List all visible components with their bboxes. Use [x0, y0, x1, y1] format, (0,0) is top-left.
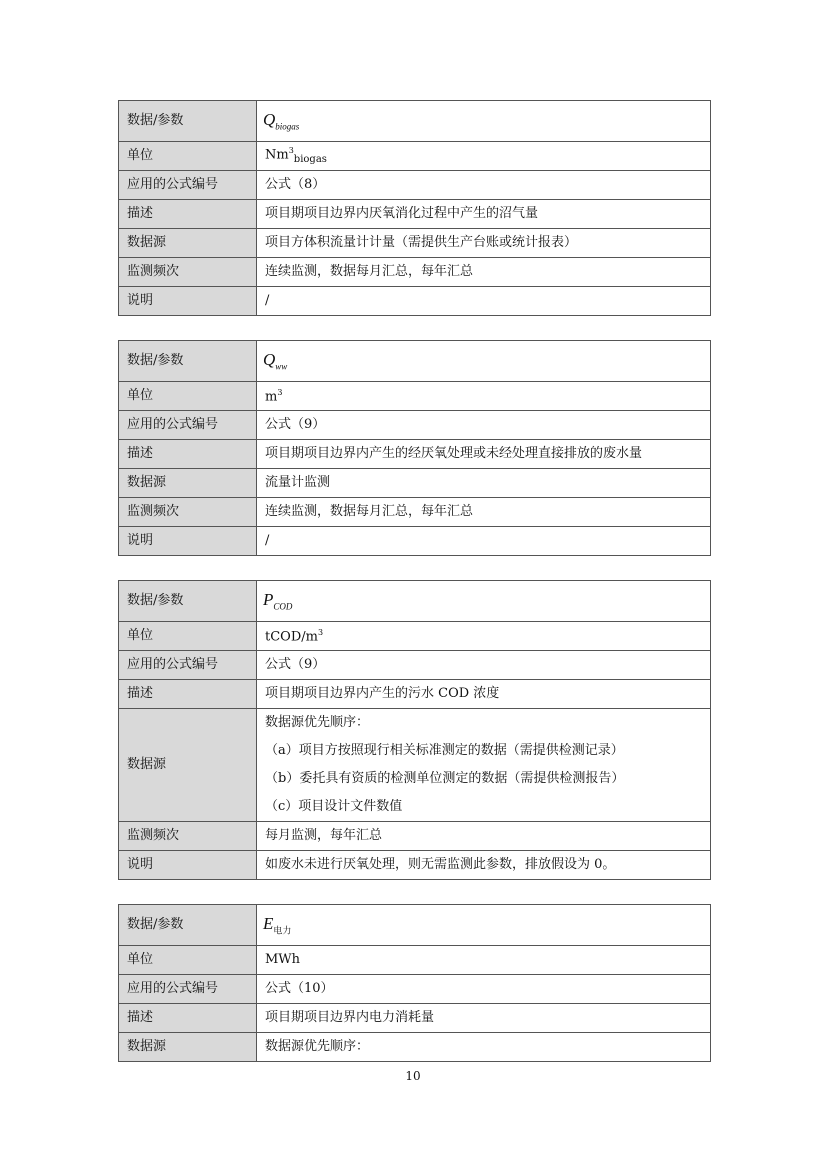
- row-desc: [119, 200, 711, 229]
- label-param: 数据/参数: [119, 341, 257, 382]
- value-freq: 连续监测，数据每月汇总，每年汇总: [257, 258, 711, 287]
- label-note: 说明: [119, 287, 257, 316]
- source-line: 数据源优先顺序：: [265, 715, 370, 730]
- row-desc: [119, 1004, 711, 1033]
- row-unit: [119, 946, 711, 975]
- value-freq: 连续监测，数据每月汇总，每年汇总: [257, 498, 711, 527]
- source-line: （b）委托具有资质的检测单位测定的数据（需提供检测报告）: [265, 771, 625, 786]
- symbol: $Q_{biogas}$: [263, 109, 300, 132]
- value-formula: 公式（10）: [257, 975, 711, 1004]
- row-note: [119, 287, 711, 316]
- value-note: /: [257, 527, 711, 556]
- value-unit: MWh: [257, 946, 711, 975]
- row-desc: [119, 440, 711, 469]
- label-formula: 应用的公式编号: [119, 975, 257, 1004]
- label-unit: 单位: [119, 622, 257, 651]
- row-param: [119, 101, 711, 142]
- label-source: 数据源: [119, 229, 257, 258]
- label-desc: 描述: [119, 680, 257, 709]
- symbol: $E_{电力}$: [263, 913, 292, 936]
- symbol: $Q_{ww}$: [263, 349, 288, 372]
- value-note: 如废水未进行厌氧处理，则无需监测此参数，排放假设为 0。: [257, 851, 711, 880]
- label-param: 数据/参数: [119, 101, 257, 142]
- param-table-pcod: [118, 580, 711, 880]
- row-formula: [119, 651, 711, 680]
- row-source: [119, 1033, 711, 1062]
- row-freq: [119, 258, 711, 287]
- source-line: （a）项目方按照现行相关标准测定的数据（需提供检测记录）: [265, 743, 624, 758]
- value-unit: tCOD/$m^3$: [257, 622, 711, 651]
- label-freq: 监测频次: [119, 822, 257, 851]
- label-unit: 单位: [119, 946, 257, 975]
- row-param: [119, 581, 711, 622]
- symbol: $P_{COD}$: [263, 589, 293, 612]
- label-desc: 描述: [119, 440, 257, 469]
- source-line: （c）项目设计文件数值: [265, 799, 403, 814]
- param-table-eelec: [118, 904, 711, 1062]
- value-desc: 项目期项目边界内厌氧消化过程中产生的沼气量: [257, 200, 711, 229]
- value-unit: $Nm^3_{biogas}$: [257, 142, 711, 171]
- label-formula: 应用的公式编号: [119, 411, 257, 440]
- value-formula: 公式（9）: [257, 651, 711, 680]
- row-freq: [119, 498, 711, 527]
- row-desc: [119, 680, 711, 709]
- row-param: [119, 905, 711, 946]
- label-note: 说明: [119, 851, 257, 880]
- value-param: [257, 341, 711, 382]
- row-note: [119, 851, 711, 880]
- row-unit: [119, 382, 711, 411]
- value-desc: 项目期项目边界内产生的污水 COD 浓度: [257, 680, 711, 709]
- value-freq: 每月监测，每年汇总: [257, 822, 711, 851]
- label-source: 数据源: [119, 709, 257, 822]
- label-source: 数据源: [119, 1033, 257, 1062]
- param-table-qww: [118, 340, 711, 556]
- param-table-qbiogas: [118, 100, 711, 316]
- row-source: [119, 229, 711, 258]
- label-note: 说明: [119, 527, 257, 556]
- value-formula: 公式（8）: [257, 171, 711, 200]
- value-source: 数据源优先顺序：: [257, 1033, 711, 1062]
- row-unit: [119, 142, 711, 171]
- page-number: 10: [405, 1069, 421, 1083]
- value-source: 流量计监测: [257, 469, 711, 498]
- value-param: [257, 581, 711, 622]
- label-unit: 单位: [119, 142, 257, 171]
- label-desc: 描述: [119, 1004, 257, 1033]
- value-param: [257, 905, 711, 946]
- row-freq: [119, 822, 711, 851]
- row-source: [119, 469, 711, 498]
- value-source: 项目方体积流量计计量（需提供生产台账或统计报表）: [257, 229, 711, 258]
- label-formula: 应用的公式编号: [119, 171, 257, 200]
- value-param: [257, 101, 711, 142]
- value-unit: $m^3$: [257, 382, 711, 411]
- row-formula: [119, 975, 711, 1004]
- label-freq: 监测频次: [119, 258, 257, 287]
- value-formula: 公式（9）: [257, 411, 711, 440]
- row-note: [119, 527, 711, 556]
- label-freq: 监测频次: [119, 498, 257, 527]
- value-note: /: [257, 287, 711, 316]
- label-source: 数据源: [119, 469, 257, 498]
- value-desc: 项目期项目边界内电力消耗量: [257, 1004, 711, 1033]
- row-formula: [119, 411, 711, 440]
- row-unit: [119, 622, 711, 651]
- row-source: [119, 709, 711, 822]
- row-param: [119, 341, 711, 382]
- label-param: 数据/参数: [119, 581, 257, 622]
- label-unit: 单位: [119, 382, 257, 411]
- value-desc: 项目期项目边界内产生的经厌氧处理或未经处理直接排放的废水量: [257, 440, 711, 469]
- label-desc: 描述: [119, 200, 257, 229]
- row-formula: [119, 171, 711, 200]
- label-param: 数据/参数: [119, 905, 257, 946]
- value-source: [257, 709, 711, 822]
- label-formula: 应用的公式编号: [119, 651, 257, 680]
